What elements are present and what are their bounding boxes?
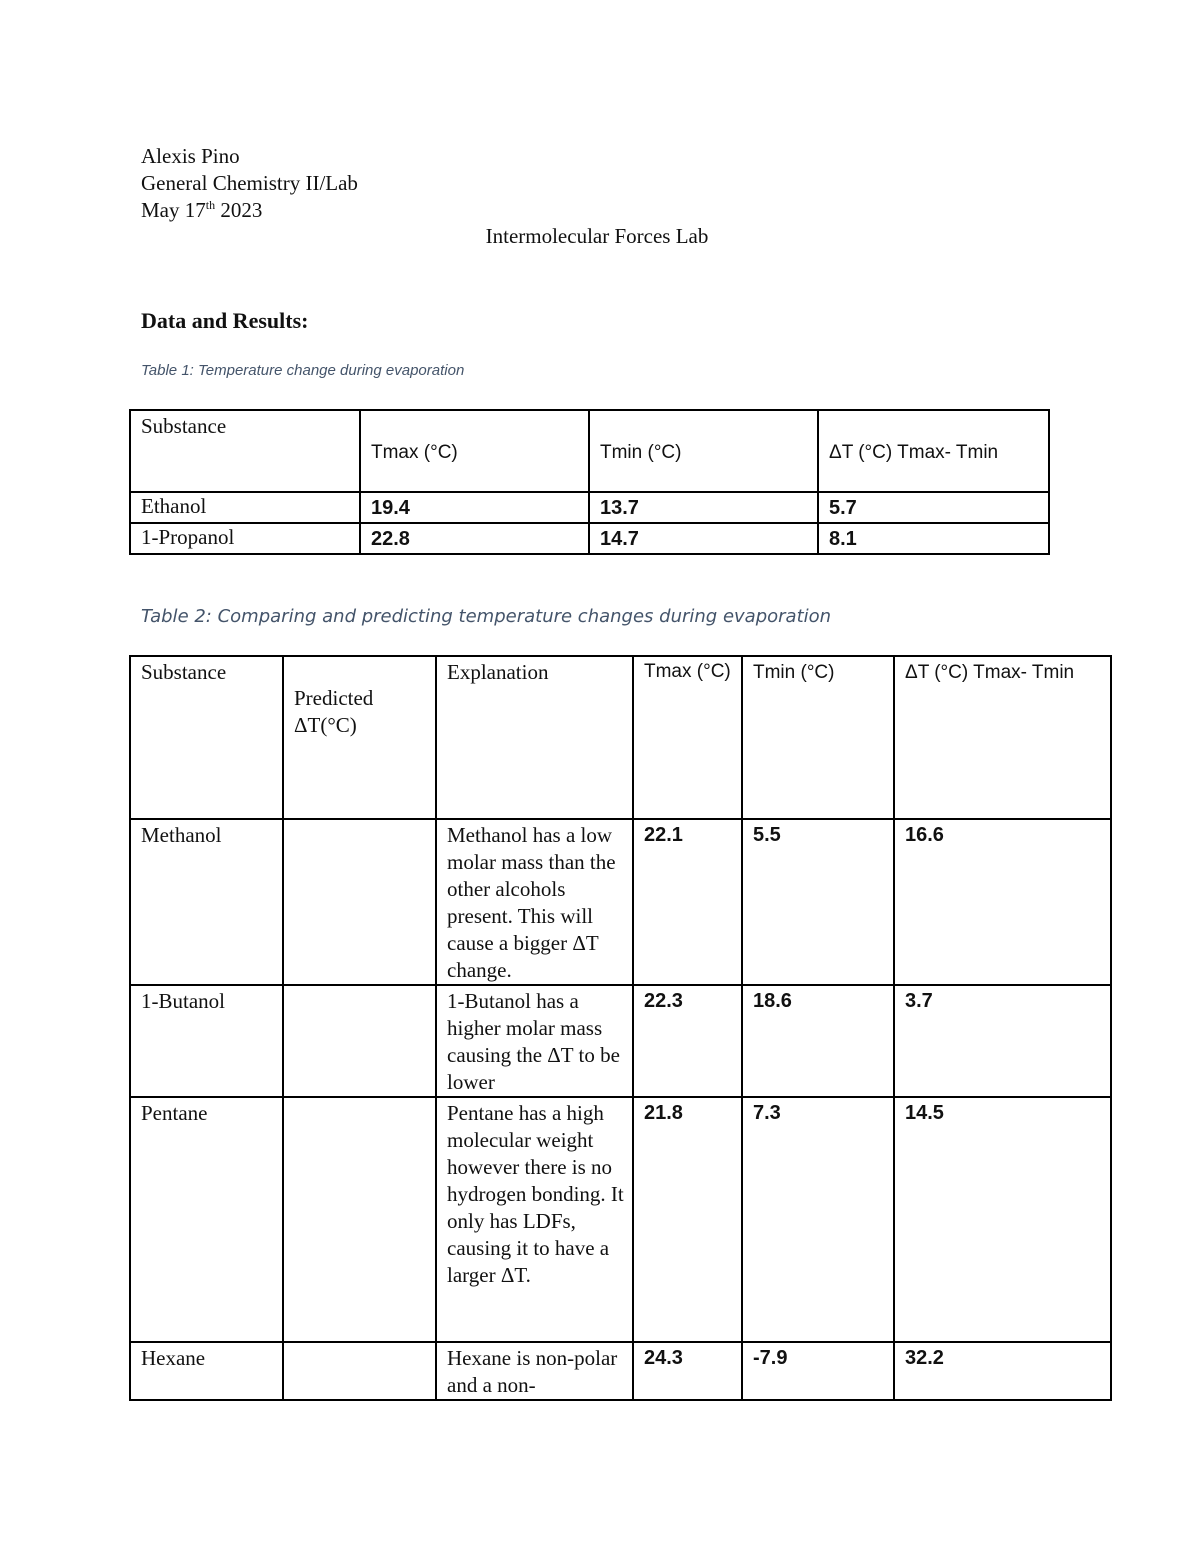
table-row xyxy=(130,1097,1111,1342)
table1-cell-tmin: 13.7 xyxy=(589,492,818,523)
table2-cell-substance: Methanol xyxy=(130,819,283,985)
table1-header-delta: ΔT (°C) Tmax- Tmin xyxy=(818,410,1049,492)
table2-cell-predicted xyxy=(283,1342,436,1400)
table2-cell-tmin: 18.6 xyxy=(742,985,894,1097)
table2-cell-tmin: -7.9 xyxy=(742,1342,894,1400)
date-prefix: May 17 xyxy=(141,198,206,222)
table1 xyxy=(129,409,1050,555)
table2-caption: Table 2: Comparing and predicting temperature changes during evaporation xyxy=(141,606,832,627)
table2-cell-tmin: 5.5 xyxy=(742,819,894,985)
table-row xyxy=(130,1342,1111,1400)
table-row xyxy=(130,523,1049,554)
table2-cell-tmax: 21.8 xyxy=(633,1097,742,1342)
table2-cell-delta: 14.5 xyxy=(894,1097,1111,1342)
table2 xyxy=(129,655,1112,1401)
table1-cell-tmin: 14.7 xyxy=(589,523,818,554)
table2-header-tmin: Tmin (°C) xyxy=(742,656,894,819)
table2-cell-explanation: 1-Butanol has a higher molar mass causing the ΔT to be lower xyxy=(436,985,633,1097)
table1-cell-substance: 1-Propanol xyxy=(130,523,360,554)
author-name: Alexis Pino xyxy=(141,144,240,168)
table2-cell-explanation: Hexane is non-polar and a non- xyxy=(436,1342,633,1400)
table1-cell-delta: 5.7 xyxy=(818,492,1049,523)
table2-cell-tmax: 22.1 xyxy=(633,819,742,985)
table-row xyxy=(130,985,1111,1097)
date-suffix: 2023 xyxy=(215,198,263,222)
table2-cell-predicted xyxy=(283,985,436,1097)
table2-header-predicted: Predicted ΔT(°C) xyxy=(283,656,436,819)
table2-cell-tmax: 22.3 xyxy=(633,985,742,1097)
table2-cell-tmin: 7.3 xyxy=(742,1097,894,1342)
table2-cell-delta: 32.2 xyxy=(894,1342,1111,1400)
table2-cell-delta: 3.7 xyxy=(894,985,1111,1097)
table1-header-tmin: Tmin (°C) xyxy=(589,410,818,492)
table1-header-row xyxy=(130,410,1049,492)
table2-cell-delta: 16.6 xyxy=(894,819,1111,985)
course-name: General Chemistry II/Lab xyxy=(141,171,358,195)
table1-cell-substance: Ethanol xyxy=(130,492,360,523)
table2-header-delta: ΔT (°C) Tmax- Tmin xyxy=(894,656,1111,819)
table-row xyxy=(130,492,1049,523)
table2-cell-predicted xyxy=(283,819,436,985)
table2-cell-explanation: Methanol has a low molar mass than the other alcohols present. This will cause a bigger ΔT change. xyxy=(436,819,633,985)
table1-caption: Table 1: Temperature change during evaporation xyxy=(141,362,465,379)
table1-header-substance: Substance xyxy=(130,410,360,492)
table2-header-row xyxy=(130,656,1111,819)
page-title: Intermolecular Forces Lab xyxy=(485,224,709,248)
table2-header-tmax: Tmax (°C) xyxy=(633,656,742,819)
table2-cell-substance: Pentane xyxy=(130,1097,283,1342)
table2-cell-tmax: 24.3 xyxy=(633,1342,742,1400)
date-sup: th xyxy=(205,198,216,212)
table2-cell-explanation: Pentane has a high molecular weight however there is no hydrogen bonding. It only has LDFs, causing it to have a larger ΔT. xyxy=(436,1097,633,1342)
table2-cell-substance: Hexane xyxy=(130,1342,283,1400)
date xyxy=(141,197,262,224)
table1-cell-tmax: 19.4 xyxy=(360,492,589,523)
table2-cell-predicted xyxy=(283,1097,436,1342)
table2-header-substance: Substance xyxy=(130,656,283,819)
table1-header-tmax: Tmax (°C) xyxy=(360,410,589,492)
table2-cell-substance: 1-Butanol xyxy=(130,985,283,1097)
section-heading: Data and Results: xyxy=(141,308,309,333)
table2-header-explanation: Explanation xyxy=(436,656,633,819)
table1-cell-tmax: 22.8 xyxy=(360,523,589,554)
table1-cell-delta: 8.1 xyxy=(818,523,1049,554)
table-row xyxy=(130,819,1111,985)
